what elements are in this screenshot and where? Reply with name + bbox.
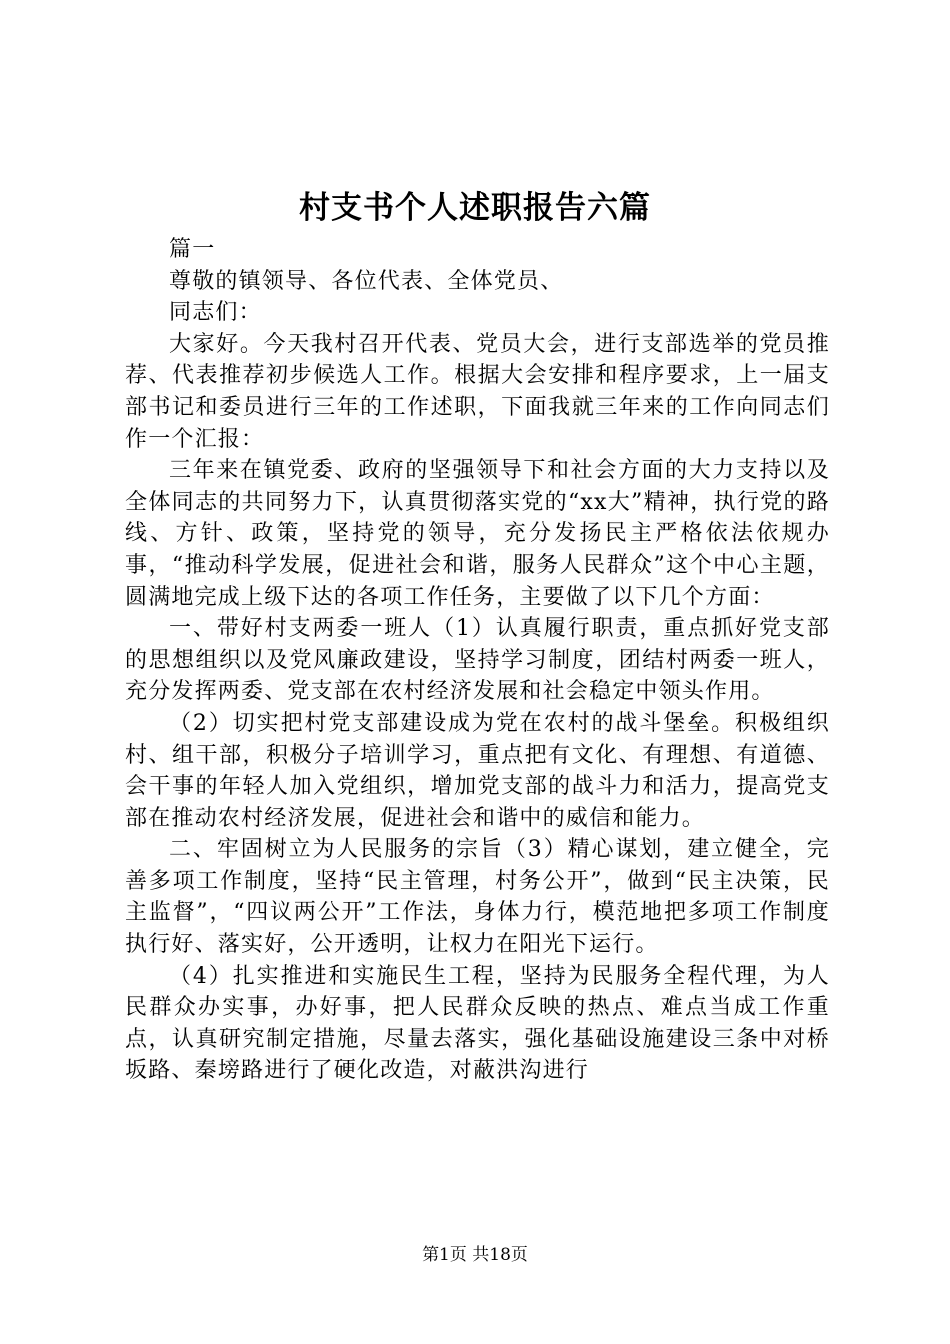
page-footer: 第1页 共18页 [422,1245,528,1265]
body-paragraph: （4）扎实推进和实施民生工程，坚持为民服务全程代理，为人民群众办实事，办好事，把人民群众反映的热点、难点当成工作重点，认真研究制定措施，尽量去落实，强化基础设施建设三条中对桥坂路、秦塝路进行了硬化改造，对蔽洪沟进行 [125,963,830,1084]
body-paragraph: 大家好。今天我村召开代表、党员大会，进行支部选举的党员推荐、代表推荐初步候选人工作。根据大会安排和程序要求，上一届支部书记和委员进行三年的工作述职，下面我就三年来的工作向同志们作一个汇报： [125,331,830,452]
document-body [125,234,830,1087]
body-paragraph: 一、带好村支两委一班人（1）认真履行职责，重点抓好党支部的思想组织以及党风廉政建设，坚持学习制度，团结村两委一班人，充分发挥两委、党支部在农村经济发展和社会稳定中领头作用。 [125,616,830,705]
body-paragraph: 二、牢固树立为人民服务的宗旨（3）精心谋划，建立健全，完善多项工作制度，坚持“民主管理，村务公开”，做到“民主决策，民主监督”，“四议两公开”工作法，身体力行，模范地把多项工作制度执行好、落实好，公开透明，让权力在阳光下运行。 [125,837,830,958]
body-paragraph: （2）切实把村党支部建设成为党在农村的战斗堡垒。积极组织村、组干部，积极分子培训学习，重点把有文化、有理想、有道德、会干事的年轻人加入党组织，增加党支部的战斗力和活力，提高党支部在推动农村经济发展，促进社会和谐中的威信和能力。 [125,710,830,831]
body-paragraph: 三年来在镇党委、政府的坚强领导下和社会方面的大力支持以及全体同志的共同努力下，认真贯彻落实党的“xx大”精神，执行党的路线、方针、政策，坚持党的领导，充分发扬民主严格依法依规办事，“推动科学发展，促进社会和谐，服务人民群众”这个中心主题，圆满地完成上级下达的各项工作任务，主要做了以下几个方面： [125,458,830,610]
section-heading: 篇一 [169,237,216,262]
salutation-line: 尊敬的镇领导、各位代表、全体党员、 [169,268,564,294]
salutation-line: 同志们： [169,300,262,326]
document-title: 村支书个人述职报告六篇 [299,190,651,226]
